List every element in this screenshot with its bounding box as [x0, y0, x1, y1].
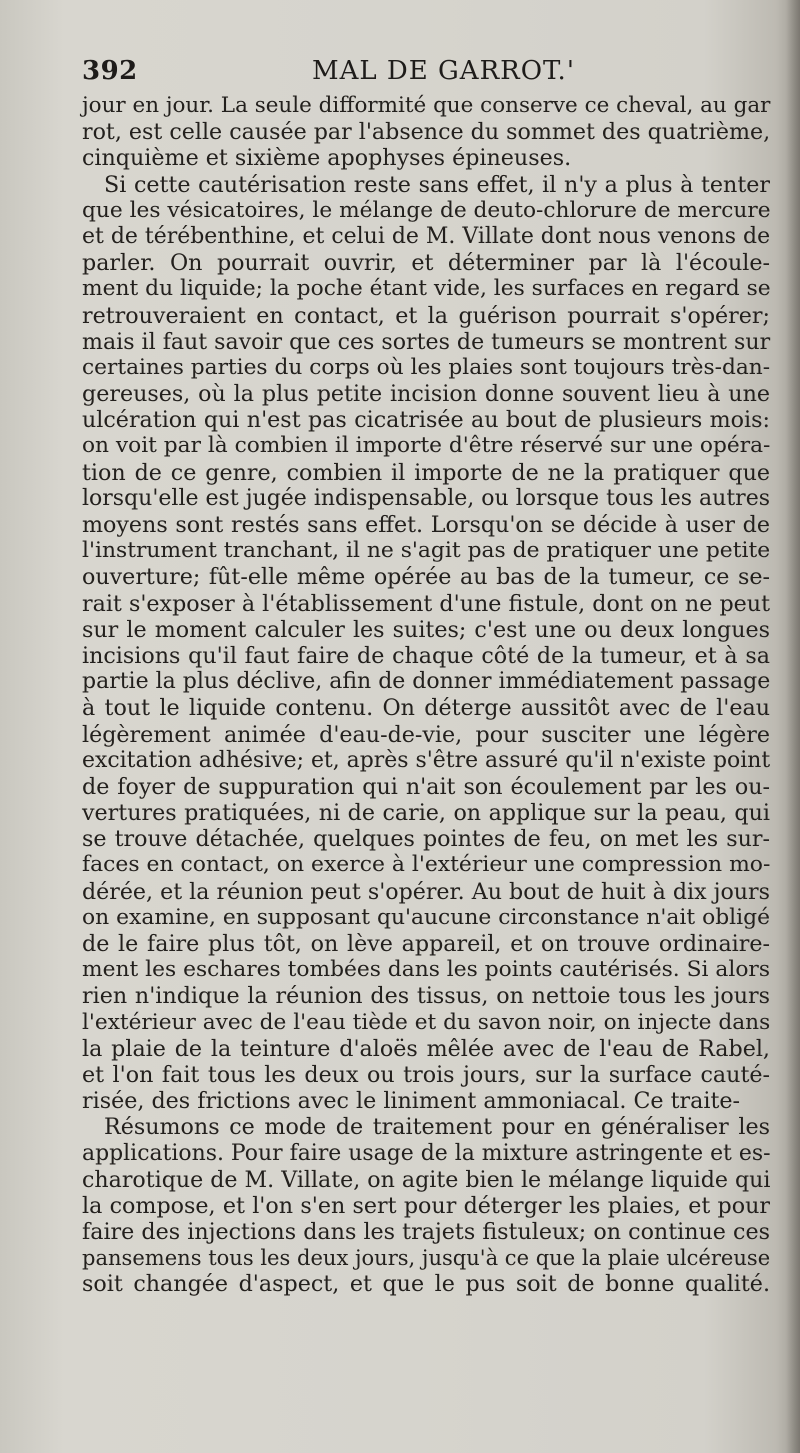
text-line: excitation adhésive; et, après s'être assuré qu'il n'existe point	[82, 747, 771, 773]
text-line: ulcération qui n'est pas cicatrisée au bout de plusieurs mois:	[82, 407, 770, 434]
text-line: incisions qu'il faut faire de chaque côté de la tumeur, et à sa	[82, 642, 770, 669]
text-line: Si cette cautérisation reste sans effet, il n'y a plus à tenter	[104, 171, 770, 198]
text-line: l'extérieur avec de l'eau tiède et du savon noir, on injecte dans	[82, 1009, 771, 1035]
text-line: de foyer de suppuration qui n'ait son écoulement par les ou-	[82, 773, 770, 800]
text-line: risée, des frictions avec le liniment ammoniacal. Ce traite-	[82, 1088, 741, 1115]
text-line: on examine, en supposant qu'aucune circonstance n'ait obligé	[82, 904, 770, 930]
text-line: à tout le liquide contenu. On déterge aussitôt avec de l'eau	[82, 695, 770, 722]
text-line: la plaie de la teinture d'aloës mêlée avec de l'eau de Rabel,	[82, 1035, 770, 1062]
text-line: Résumons ce mode de traitement pour en généraliser les	[104, 1114, 770, 1141]
text-line: vertures pratiquées, ni de carie, on applique sur la peau, qui	[82, 800, 770, 827]
text-line: et l'on fait tous les deux ou trois jours, sur la surface cauté-	[82, 1061, 770, 1088]
text-line: jour en jour. La seule difformité que conserve ce cheval, au gar	[82, 93, 771, 118]
text-line: ouverture; fût-elle même opérée au bas de la tumeur, ce se-	[82, 564, 770, 591]
text-line: applications. Pour faire usage de la mixture astringente et es-	[82, 1140, 771, 1166]
text-line: ment les eschares tombées dans les points cautérisés. Si alors	[82, 957, 770, 983]
text-line: rait s'exposer à l'établissement d'une fistule, dont on ne peut	[82, 590, 770, 617]
text-line: la compose, et l'on s'en sert pour déterger les plaies, et pour	[82, 1192, 770, 1219]
page-header	[82, 56, 762, 96]
text-line: ment du liquide; la poche étant vide, les surfaces en regard se	[82, 276, 771, 302]
text-line: de le faire plus tôt, on lève appareil, et on trouve ordinaire-	[82, 931, 770, 957]
text-line: charotique de M. Villate, on agite bien le mélange liquide qui	[82, 1166, 771, 1193]
text-line: rien n'indique la réunion des tissus, on nettoie tous les jours	[82, 983, 770, 1010]
text-line: retrouveraient en contact, et la guérison pourrait s'opérer;	[82, 302, 770, 329]
text-line: faces en contact, on exerce à l'extérieur une compression mo-	[82, 852, 771, 878]
text-line: lorsqu'elle est jugée indispensable, ou lorsque tous les autres	[82, 485, 770, 511]
text-line: on voit par là combien il importe d'être réservé sur une opéra-	[82, 433, 771, 459]
running-head: MAL DE GARROT.'	[312, 56, 575, 86]
text-line: l'instrument tranchant, il ne s'agit pas de pratiquer une petite	[82, 538, 771, 564]
body-text	[82, 93, 770, 1298]
text-line: légèrement animée d'eau-de-vie, pour susciter une légère	[82, 721, 770, 748]
text-line: et de térébenthine, et celui de M. Villate dont nous venons de	[82, 223, 771, 249]
text-line: se trouve détachée, quelques pointes de feu, on met les sur-	[82, 826, 770, 853]
text-line: parler. On pourrait ouvrir, et déterminer par là l'écoule-	[82, 250, 770, 277]
text-line: mais il faut savoir que ces sortes de tumeurs se montrent sur	[82, 328, 771, 355]
text-line: rot, est celle causée par l'absence du sommet des quatrième,	[82, 119, 771, 146]
text-line: gereuses, où la plus petite incision donne souvent lieu à une	[82, 381, 770, 408]
text-line: certaines parties du corps où les plaies sont toujours très-dan-	[82, 354, 771, 380]
text-line: sur le moment calculer les suites; c'est une ou deux longues	[82, 616, 770, 643]
text-line: partie la plus déclive, afin de donner immédiatement passage	[82, 669, 771, 695]
page-number: 392	[82, 56, 138, 86]
text-line: dérée, et la réunion peut s'opérer. Au bout de huit à dix jours	[82, 878, 770, 905]
text-line: pansemens tous les deux jours, jusqu'à ce que la plaie ulcéreuse	[82, 1245, 771, 1271]
text-line: faire des injections dans les trajets fistuleux; on continue ces	[82, 1219, 770, 1246]
text-line: tion de ce genre, combien il importe de ne la pratiquer que	[82, 459, 770, 486]
text-line: soit changée d'aspect, et que le pus soit de bonne qualité.	[82, 1271, 770, 1298]
text-line: que les vésicatoires, le mélange de deuto-chlorure de mercure	[82, 197, 771, 223]
text-line: cinquième et sixième apophyses épineuses.	[82, 145, 572, 172]
text-line: moyens sont restés sans effet. Lorsqu'on se décide à user de	[82, 512, 770, 538]
